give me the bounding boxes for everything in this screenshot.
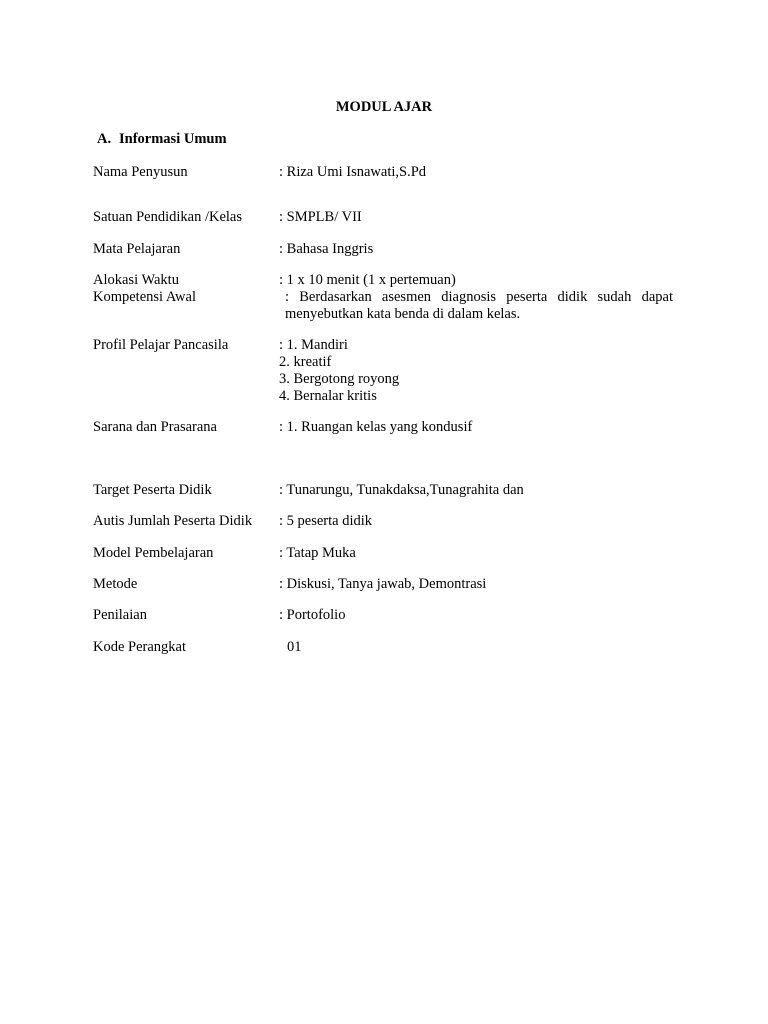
field-label: Target Peserta Didik [93, 482, 212, 498]
field-label: Metode [93, 576, 138, 592]
field-value: 01 [287, 639, 302, 655]
field-value: : Portofolio [279, 607, 346, 623]
field-label: Sarana dan Prasarana [93, 419, 217, 435]
field-label: Mata Pelajaran [93, 241, 181, 257]
field-value: : Diskusi, Tanya jawab, Demontrasi [279, 576, 487, 592]
list-item: : 1. Mandiri [279, 337, 348, 353]
field-label: Model Pembelajaran [93, 545, 214, 561]
field-label: Profil Pelajar Pancasila [93, 337, 229, 353]
section-number: A. [97, 131, 112, 147]
section-title: Informasi Umum [119, 131, 227, 147]
field-value: : Riza Umi Isnawati,S.Pd [279, 164, 427, 180]
field-value: : Bahasa Inggris [279, 241, 374, 257]
field-label: Alokasi Waktu [93, 272, 179, 288]
field-value: : Tunarungu, Tunakdaksa,Tunagrahita dan [279, 482, 524, 498]
field-label: Kompetensi Awal [93, 289, 196, 305]
field-label: Kode Perangkat [93, 639, 187, 655]
field-label: Autis Jumlah Peserta Didik [93, 513, 253, 529]
field-label: Penilaian [93, 607, 147, 623]
list-item: 3. Bergotong royong [279, 371, 400, 387]
list-item: 2. kreatif [279, 354, 332, 370]
section-heading [97, 131, 227, 148]
field-label: Satuan Pendidikan /Kelas [93, 209, 243, 225]
field-value: : SMPLB/ VII [279, 209, 362, 225]
list-item: 4. Bernalar kritis [279, 388, 377, 404]
field-label: Nama Penyusun [93, 164, 188, 180]
profil-list [279, 337, 673, 354]
document-title: MODUL AJAR [335, 99, 433, 115]
field-value: : 1 x 10 menit (1 x pertemuan) [279, 272, 456, 288]
field-value: : 5 peserta didik [279, 513, 373, 529]
field-value: : Tatap Muka [279, 545, 356, 561]
field-value: : Berdasarkan asesmen diagnosis peserta didik sudah dapat menyebutkan kata benda di dalam kelas. [285, 289, 673, 322]
field-value: : 1. Ruangan kelas yang kondusif [279, 419, 473, 435]
